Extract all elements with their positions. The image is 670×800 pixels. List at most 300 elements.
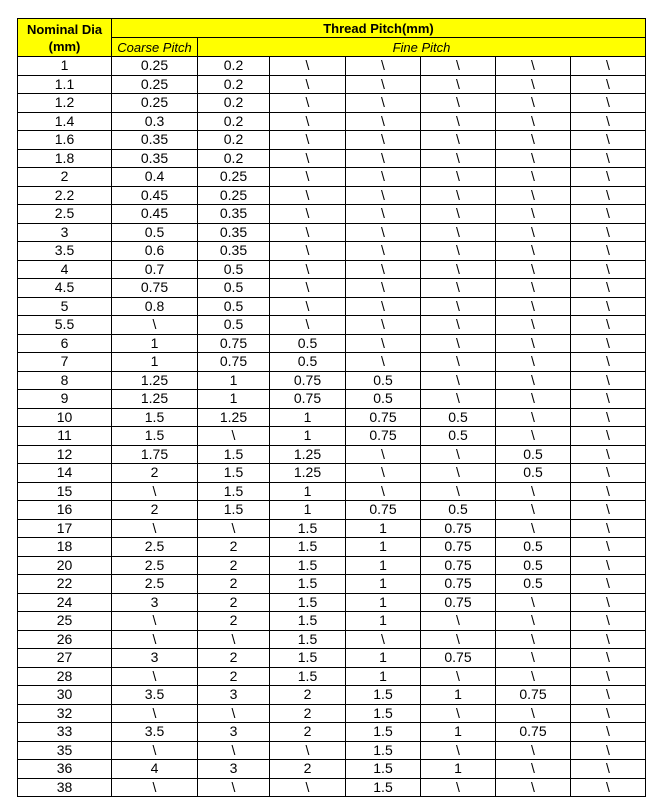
table-row — [18, 538, 646, 557]
fine-pitch-5-cell: \ — [496, 501, 571, 520]
fine-pitch-4-cell: \ — [421, 482, 496, 501]
nominal-dia-cell: 2.2 — [18, 186, 112, 205]
fine-pitch-4-cell: \ — [421, 353, 496, 372]
coarse-pitch-cell: 0.7 — [112, 260, 198, 279]
fine-pitch-1-cell: 0.35 — [198, 242, 270, 261]
fine-pitch-3-cell: \ — [346, 297, 421, 316]
fine-pitch-3-cell: 1 — [346, 556, 421, 575]
nominal-dia-cell: 38 — [18, 778, 112, 797]
nominal-dia-cell: 1.2 — [18, 94, 112, 113]
fine-pitch-5-cell: \ — [496, 94, 571, 113]
table-row — [18, 334, 646, 353]
fine-pitch-1-cell: 0.5 — [198, 279, 270, 298]
fine-pitch-5-cell: \ — [496, 593, 571, 612]
nominal-dia-cell: 30 — [18, 686, 112, 705]
fine-pitch-6-cell: \ — [571, 723, 646, 742]
fine-pitch-4-cell: 1 — [421, 723, 496, 742]
fine-pitch-5-cell: \ — [496, 57, 571, 76]
fine-pitch-4-cell: \ — [421, 205, 496, 224]
fine-pitch-5-cell: \ — [496, 223, 571, 242]
table-row — [18, 297, 646, 316]
nominal-dia-label: Nominal Dia — [26, 21, 103, 37]
coarse-pitch-cell: 3.5 — [112, 723, 198, 742]
nominal-dia-cell: 28 — [18, 667, 112, 686]
fine-pitch-3-cell: 0.5 — [346, 390, 421, 409]
table-row — [18, 408, 646, 427]
fine-pitch-1-cell: 1.5 — [198, 482, 270, 501]
fine-pitch-2-cell: \ — [270, 168, 346, 187]
fine-pitch-2-cell: 2 — [270, 723, 346, 742]
fine-pitch-2-cell: 0.75 — [270, 390, 346, 409]
fine-pitch-5-cell: \ — [496, 205, 571, 224]
fine-pitch-5-cell: \ — [496, 186, 571, 205]
fine-pitch-3-cell: \ — [346, 57, 421, 76]
header-row-2 — [18, 38, 646, 57]
fine-pitch-1-cell: 1 — [198, 371, 270, 390]
fine-pitch-2-cell: 1.5 — [270, 538, 346, 557]
fine-pitch-6-cell: \ — [571, 94, 646, 113]
thread-pitch-table — [17, 18, 646, 797]
nominal-dia-cell: 4 — [18, 260, 112, 279]
nominal-dia-cell: 9 — [18, 390, 112, 409]
table-row — [18, 168, 646, 187]
fine-pitch-6-cell: \ — [571, 390, 646, 409]
fine-pitch-6-cell: \ — [571, 75, 646, 94]
fine-pitch-6-cell: \ — [571, 686, 646, 705]
coarse-pitch-cell: 1.5 — [112, 427, 198, 446]
fine-pitch-1-cell: \ — [198, 704, 270, 723]
fine-pitch-2-cell: 0.75 — [270, 371, 346, 390]
fine-pitch-3-cell: \ — [346, 223, 421, 242]
coarse-pitch-cell: \ — [112, 630, 198, 649]
fine-pitch-2-cell: 1.5 — [270, 630, 346, 649]
fine-pitch-4-cell: \ — [421, 57, 496, 76]
fine-pitch-3-cell: 1 — [346, 667, 421, 686]
fine-pitch-3-cell: \ — [346, 482, 421, 501]
fine-pitch-6-cell: \ — [571, 168, 646, 187]
table-row — [18, 593, 646, 612]
fine-pitch-3-cell: \ — [346, 205, 421, 224]
fine-pitch-4-cell: 0.75 — [421, 575, 496, 594]
fine-pitch-4-cell: \ — [421, 168, 496, 187]
table-row — [18, 75, 646, 94]
nominal-dia-cell: 2 — [18, 168, 112, 187]
fine-pitch-5-cell: \ — [496, 112, 571, 131]
coarse-pitch-cell: 0.4 — [112, 168, 198, 187]
fine-pitch-6-cell: \ — [571, 556, 646, 575]
fine-pitch-2-cell: \ — [270, 75, 346, 94]
fine-pitch-3-cell: 1 — [346, 593, 421, 612]
fine-pitch-4-cell: \ — [421, 260, 496, 279]
coarse-pitch-cell: \ — [112, 482, 198, 501]
fine-pitch-1-cell: 3 — [198, 760, 270, 779]
nominal-dia-cell: 4.5 — [18, 279, 112, 298]
fine-pitch-4-cell: \ — [421, 223, 496, 242]
fine-pitch-6-cell: \ — [571, 353, 646, 372]
fine-pitch-2-cell: 1.25 — [270, 445, 346, 464]
fine-pitch-4-cell: \ — [421, 75, 496, 94]
fine-pitch-2-cell: \ — [270, 94, 346, 113]
fine-pitch-3-cell: \ — [346, 94, 421, 113]
fine-pitch-6-cell: \ — [571, 316, 646, 335]
coarse-pitch-cell: 4 — [112, 760, 198, 779]
fine-pitch-5-cell: 0.75 — [496, 723, 571, 742]
fine-pitch-3-cell: 1.5 — [346, 686, 421, 705]
fine-pitch-6-cell: \ — [571, 630, 646, 649]
coarse-pitch-cell: 0.45 — [112, 205, 198, 224]
coarse-pitch-cell: 0.25 — [112, 75, 198, 94]
fine-pitch-5-cell: \ — [496, 704, 571, 723]
fine-pitch-1-cell: 0.75 — [198, 334, 270, 353]
fine-pitch-4-cell: \ — [421, 778, 496, 797]
fine-pitch-6-cell: \ — [571, 445, 646, 464]
coarse-pitch-cell: 0.6 — [112, 242, 198, 261]
fine-pitch-2-cell: \ — [270, 316, 346, 335]
fine-pitch-5-cell: \ — [496, 168, 571, 187]
fine-pitch-1-cell: \ — [198, 741, 270, 760]
fine-pitch-2-cell: 1.5 — [270, 519, 346, 538]
fine-pitch-6-cell: \ — [571, 186, 646, 205]
table-row — [18, 186, 646, 205]
fine-pitch-1-cell: 0.25 — [198, 168, 270, 187]
fine-pitch-2-cell: \ — [270, 260, 346, 279]
coarse-pitch-cell: \ — [112, 704, 198, 723]
fine-pitch-5-cell: \ — [496, 667, 571, 686]
table-row — [18, 205, 646, 224]
fine-pitch-2-cell: \ — [270, 205, 346, 224]
fine-pitch-2-cell: 0.5 — [270, 334, 346, 353]
fine-pitch-6-cell: \ — [571, 131, 646, 150]
fine-pitch-5-cell: \ — [496, 316, 571, 335]
fine-pitch-6-cell: \ — [571, 778, 646, 797]
fine-pitch-3-cell: \ — [346, 464, 421, 483]
fine-pitch-4-cell: 0.75 — [421, 519, 496, 538]
fine-pitch-4-cell: 0.75 — [421, 538, 496, 557]
fine-pitch-2-cell: 2 — [270, 686, 346, 705]
fine-pitch-5-cell: \ — [496, 371, 571, 390]
coarse-pitch-cell: 1.25 — [112, 371, 198, 390]
fine-pitch-3-cell: 1.5 — [346, 704, 421, 723]
fine-pitch-2-cell: 1.5 — [270, 556, 346, 575]
fine-pitch-5-cell: \ — [496, 741, 571, 760]
fine-pitch-3-cell: 1.5 — [346, 778, 421, 797]
fine-pitch-2-cell: \ — [270, 297, 346, 316]
table-row — [18, 519, 646, 538]
table-row — [18, 223, 646, 242]
fine-pitch-1-cell: \ — [198, 778, 270, 797]
fine-pitch-2-cell: 1.5 — [270, 612, 346, 631]
fine-pitch-6-cell: \ — [571, 371, 646, 390]
nominal-dia-cell: 14 — [18, 464, 112, 483]
coarse-pitch-cell: 1.75 — [112, 445, 198, 464]
fine-pitch-5-cell: 0.5 — [496, 445, 571, 464]
coarse-pitch-cell: 2.5 — [112, 538, 198, 557]
coarse-pitch-cell: 2 — [112, 464, 198, 483]
nominal-dia-cell: 3 — [18, 223, 112, 242]
fine-pitch-3-cell: 1 — [346, 649, 421, 668]
fine-pitch-5-cell: 0.5 — [496, 464, 571, 483]
fine-pitch-6-cell: \ — [571, 667, 646, 686]
fine-pitch-1-cell: 0.5 — [198, 297, 270, 316]
coarse-pitch-cell: 3 — [112, 649, 198, 668]
fine-pitch-4-cell: \ — [421, 316, 496, 335]
coarse-pitch-cell: \ — [112, 667, 198, 686]
fine-pitch-4-cell: \ — [421, 390, 496, 409]
fine-pitch-4-cell: 0.75 — [421, 649, 496, 668]
fine-pitch-1-cell: 0.2 — [198, 75, 270, 94]
fine-pitch-6-cell: \ — [571, 575, 646, 594]
fine-pitch-4-cell: \ — [421, 445, 496, 464]
table-row — [18, 131, 646, 150]
table-row — [18, 371, 646, 390]
nominal-dia-cell: 1.4 — [18, 112, 112, 131]
table-row — [18, 741, 646, 760]
fine-pitch-6-cell: \ — [571, 223, 646, 242]
fine-pitch-5-cell: 0.5 — [496, 575, 571, 594]
table-row — [18, 149, 646, 168]
fine-pitch-6-cell: \ — [571, 501, 646, 520]
fine-pitch-5-cell: \ — [496, 408, 571, 427]
fine-pitch-3-cell: \ — [346, 168, 421, 187]
table-row — [18, 704, 646, 723]
fine-pitch-5-cell: \ — [496, 334, 571, 353]
fine-pitch-2-cell: \ — [270, 242, 346, 261]
fine-pitch-1-cell: 0.25 — [198, 186, 270, 205]
fine-pitch-3-cell: \ — [346, 112, 421, 131]
fine-pitch-1-cell: 2 — [198, 593, 270, 612]
fine-pitch-6-cell: \ — [571, 279, 646, 298]
fine-pitch-4-cell: \ — [421, 149, 496, 168]
header-row-1 — [18, 19, 646, 38]
fine-pitch-4-cell: 1 — [421, 686, 496, 705]
table-row — [18, 482, 646, 501]
table-row — [18, 778, 646, 797]
fine-pitch-4-cell: \ — [421, 464, 496, 483]
table-row — [18, 316, 646, 335]
fine-pitch-5-cell: \ — [496, 649, 571, 668]
fine-pitch-5-cell: 0.75 — [496, 686, 571, 705]
fine-pitch-1-cell: 0.2 — [198, 57, 270, 76]
fine-pitch-3-cell: 1 — [346, 575, 421, 594]
nominal-dia-cell: 7 — [18, 353, 112, 372]
coarse-pitch-cell: \ — [112, 519, 198, 538]
fine-pitch-1-cell: 0.5 — [198, 316, 270, 335]
fine-pitch-6-cell: \ — [571, 260, 646, 279]
fine-pitch-2-cell: \ — [270, 279, 346, 298]
fine-pitch-3-cell: \ — [346, 630, 421, 649]
coarse-pitch-cell: 1.5 — [112, 408, 198, 427]
fine-pitch-3-cell: 1.5 — [346, 741, 421, 760]
fine-pitch-1-cell: 3 — [198, 723, 270, 742]
nominal-dia-cell: 5 — [18, 297, 112, 316]
fine-pitch-1-cell: 0.2 — [198, 149, 270, 168]
fine-pitch-6-cell: \ — [571, 593, 646, 612]
fine-pitch-3-cell: \ — [346, 334, 421, 353]
fine-pitch-6-cell: \ — [571, 205, 646, 224]
coarse-pitch-cell: 3.5 — [112, 686, 198, 705]
fine-pitch-1-cell: 2 — [198, 667, 270, 686]
fine-pitch-4-cell: \ — [421, 242, 496, 261]
fine-pitch-1-cell: \ — [198, 519, 270, 538]
fine-pitch-5-cell: \ — [496, 353, 571, 372]
table-row — [18, 427, 646, 446]
fine-pitch-1-cell: \ — [198, 427, 270, 446]
fine-pitch-4-cell: \ — [421, 186, 496, 205]
fine-pitch-4-cell: \ — [421, 112, 496, 131]
coarse-pitch-cell: 0.8 — [112, 297, 198, 316]
nominal-dia-cell: 25 — [18, 612, 112, 631]
fine-pitch-3-cell: \ — [346, 445, 421, 464]
nominal-dia-cell: 2.5 — [18, 205, 112, 224]
fine-pitch-3-cell: \ — [346, 75, 421, 94]
table-row — [18, 445, 646, 464]
fine-pitch-6-cell: \ — [571, 704, 646, 723]
coarse-pitch-cell: 0.75 — [112, 279, 198, 298]
fine-pitch-1-cell: 2 — [198, 649, 270, 668]
fine-pitch-5-cell: \ — [496, 242, 571, 261]
fine-pitch-1-cell: 2 — [198, 575, 270, 594]
nominal-dia-header — [18, 19, 112, 57]
nominal-dia-cell: 32 — [18, 704, 112, 723]
coarse-pitch-header: Coarse Pitch — [112, 38, 198, 57]
fine-pitch-5-cell: \ — [496, 760, 571, 779]
table-row — [18, 57, 646, 76]
fine-pitch-5-cell: \ — [496, 279, 571, 298]
nominal-dia-cell: 26 — [18, 630, 112, 649]
table-row — [18, 94, 646, 113]
fine-pitch-6-cell: \ — [571, 408, 646, 427]
fine-pitch-1-cell: 0.2 — [198, 94, 270, 113]
fine-pitch-2-cell: \ — [270, 741, 346, 760]
fine-pitch-3-cell: 1.5 — [346, 723, 421, 742]
fine-pitch-2-cell: 1.25 — [270, 464, 346, 483]
table-row — [18, 112, 646, 131]
nominal-dia-cell: 5.5 — [18, 316, 112, 335]
fine-pitch-5-cell: \ — [496, 131, 571, 150]
fine-pitch-3-cell: 0.5 — [346, 371, 421, 390]
fine-pitch-2-cell: \ — [270, 149, 346, 168]
fine-pitch-6-cell: \ — [571, 482, 646, 501]
fine-pitch-4-cell: \ — [421, 667, 496, 686]
fine-pitch-1-cell: 2 — [198, 612, 270, 631]
table-row — [18, 612, 646, 631]
fine-pitch-6-cell: \ — [571, 242, 646, 261]
nominal-dia-cell: 24 — [18, 593, 112, 612]
coarse-pitch-cell: 1.25 — [112, 390, 198, 409]
fine-pitch-5-cell: \ — [496, 778, 571, 797]
fine-pitch-3-cell: 0.75 — [346, 408, 421, 427]
coarse-pitch-cell: 2 — [112, 501, 198, 520]
fine-pitch-3-cell: \ — [346, 316, 421, 335]
fine-pitch-5-cell: \ — [496, 390, 571, 409]
fine-pitch-6-cell: \ — [571, 760, 646, 779]
fine-pitch-2-cell: 1.5 — [270, 575, 346, 594]
nominal-dia-cell: 33 — [18, 723, 112, 742]
fine-pitch-5-cell: \ — [496, 149, 571, 168]
fine-pitch-2-cell: 0.5 — [270, 353, 346, 372]
nominal-dia-cell: 1 — [18, 57, 112, 76]
table-row — [18, 390, 646, 409]
fine-pitch-2-cell: 1 — [270, 408, 346, 427]
nominal-dia-cell: 20 — [18, 556, 112, 575]
table-row — [18, 649, 646, 668]
table-row — [18, 686, 646, 705]
coarse-pitch-cell: 0.35 — [112, 149, 198, 168]
nominal-dia-cell: 11 — [18, 427, 112, 446]
fine-pitch-5-cell: \ — [496, 427, 571, 446]
coarse-pitch-cell: \ — [112, 316, 198, 335]
fine-pitch-3-cell: 0.75 — [346, 501, 421, 520]
nominal-dia-cell: 15 — [18, 482, 112, 501]
fine-pitch-1-cell: 1.5 — [198, 501, 270, 520]
fine-pitch-4-cell: 0.75 — [421, 556, 496, 575]
fine-pitch-1-cell: 0.2 — [198, 131, 270, 150]
fine-pitch-2-cell: 2 — [270, 704, 346, 723]
fine-pitch-5-cell: \ — [496, 612, 571, 631]
fine-pitch-6-cell: \ — [571, 741, 646, 760]
fine-pitch-6-cell: \ — [571, 538, 646, 557]
fine-pitch-1-cell: 0.35 — [198, 205, 270, 224]
table-row — [18, 760, 646, 779]
coarse-pitch-cell: 2.5 — [112, 556, 198, 575]
fine-pitch-2-cell: 1.5 — [270, 667, 346, 686]
fine-pitch-1-cell: 2 — [198, 556, 270, 575]
coarse-pitch-cell: 0.25 — [112, 94, 198, 113]
nominal-dia-cell: 17 — [18, 519, 112, 538]
fine-pitch-6-cell: \ — [571, 519, 646, 538]
fine-pitch-4-cell: \ — [421, 297, 496, 316]
fine-pitch-1-cell: 1.25 — [198, 408, 270, 427]
coarse-pitch-cell: \ — [112, 778, 198, 797]
fine-pitch-3-cell: \ — [346, 353, 421, 372]
fine-pitch-2-cell: 1 — [270, 427, 346, 446]
nominal-dia-unit: (mm) — [48, 38, 81, 54]
fine-pitch-header: Fine Pitch — [198, 38, 646, 57]
fine-pitch-4-cell: \ — [421, 334, 496, 353]
fine-pitch-4-cell: 1 — [421, 760, 496, 779]
fine-pitch-1-cell: \ — [198, 630, 270, 649]
fine-pitch-6-cell: \ — [571, 112, 646, 131]
coarse-pitch-cell: 0.25 — [112, 57, 198, 76]
fine-pitch-1-cell: 2 — [198, 538, 270, 557]
fine-pitch-2-cell: \ — [270, 223, 346, 242]
table-row — [18, 501, 646, 520]
nominal-dia-cell: 12 — [18, 445, 112, 464]
table-row — [18, 630, 646, 649]
table-row — [18, 464, 646, 483]
fine-pitch-4-cell: 0.75 — [421, 593, 496, 612]
fine-pitch-2-cell: \ — [270, 112, 346, 131]
nominal-dia-cell: 18 — [18, 538, 112, 557]
nominal-dia-cell: 27 — [18, 649, 112, 668]
fine-pitch-2-cell: 1.5 — [270, 593, 346, 612]
table-row — [18, 353, 646, 372]
coarse-pitch-cell: 1 — [112, 334, 198, 353]
fine-pitch-2-cell: \ — [270, 186, 346, 205]
coarse-pitch-cell: 0.35 — [112, 131, 198, 150]
table-row — [18, 723, 646, 742]
fine-pitch-1-cell: 0.35 — [198, 223, 270, 242]
fine-pitch-2-cell: \ — [270, 131, 346, 150]
nominal-dia-cell: 10 — [18, 408, 112, 427]
fine-pitch-3-cell: \ — [346, 242, 421, 261]
fine-pitch-4-cell: \ — [421, 279, 496, 298]
nominal-dia-cell: 3.5 — [18, 242, 112, 261]
nominal-dia-cell: 1.8 — [18, 149, 112, 168]
fine-pitch-2-cell: \ — [270, 57, 346, 76]
table-row — [18, 260, 646, 279]
fine-pitch-5-cell: \ — [496, 260, 571, 279]
